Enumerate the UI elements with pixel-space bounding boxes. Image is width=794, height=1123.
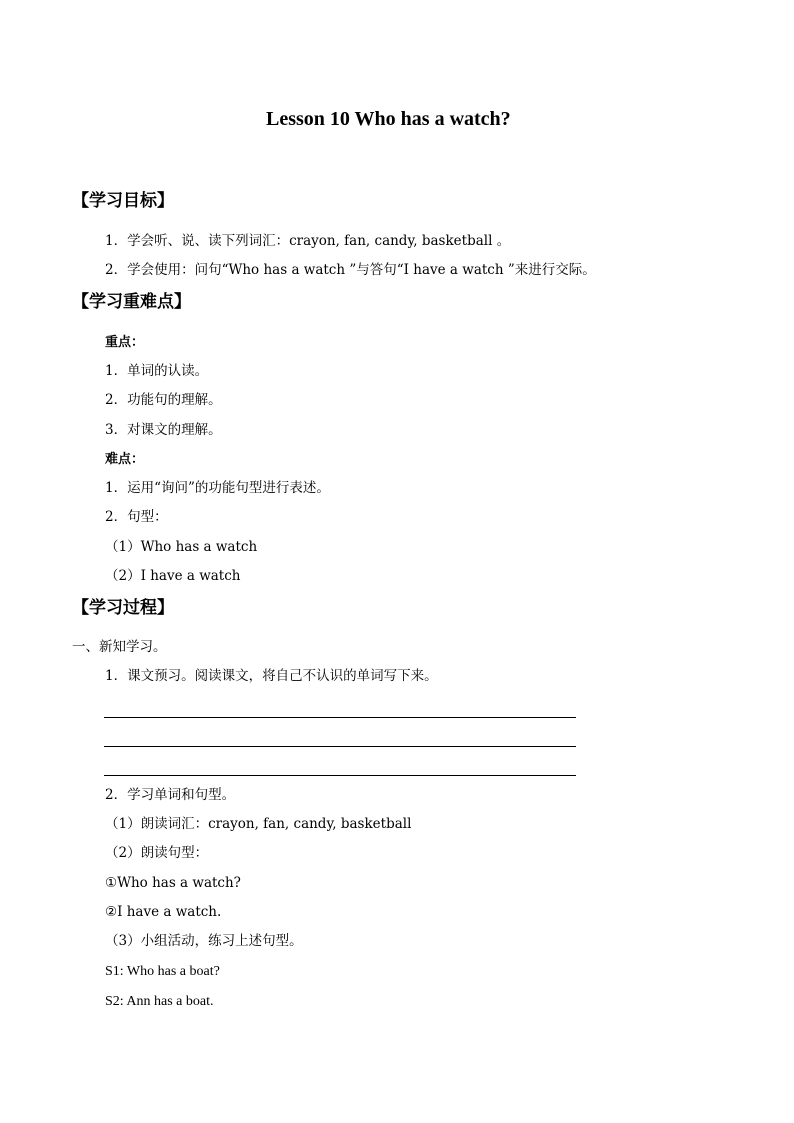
answer-line-3 <box>104 775 576 776</box>
preview-step: 1．课文预习。阅读课文，将自己不认识的单词写下来。 <box>105 668 438 684</box>
difficulty-item-2: 2．句型： <box>105 509 168 525</box>
focus-label: 重点： <box>105 335 145 350</box>
answer-line-1 <box>104 717 576 718</box>
focus-item-2: 2．功能句的理解。 <box>105 392 222 408</box>
focus-item-3: 3．对课文的理解。 <box>105 422 222 438</box>
sentence-2: ②I have a watch. <box>105 904 222 920</box>
read-words: （1）朗读词汇：crayon, fan, candy, basketball <box>105 816 412 832</box>
sentence-item-1: （1）Who has a watch <box>105 539 258 555</box>
group-activity: （3）小组活动，练习上述句型。 <box>105 933 303 949</box>
objectives-heading: 【学习目标】 <box>72 191 174 211</box>
new-learning-title: 一、新知学习。 <box>72 639 167 655</box>
page-title: Lesson 10 Who has a watch? <box>266 108 511 130</box>
dialog-line-2: S2: Ann has a boat. <box>105 994 214 1009</box>
process-heading: 【学习过程】 <box>72 598 174 618</box>
answer-line-2 <box>104 746 576 747</box>
difficulty-label: 难点： <box>105 452 145 467</box>
objective-item-1: 1．学会听、说、读下列词汇：crayon, fan, candy, basketball 。 <box>105 233 511 249</box>
study-step: 2．学习单词和句型。 <box>105 787 236 803</box>
sentence-item-2: （2）I have a watch <box>105 568 241 584</box>
dialog-line-1: S1: Who has a boat? <box>105 964 220 979</box>
objective-item-2: 2．学会使用：问句“Who has a watch ”与答句“I have a watch ”来进行交际。 <box>105 262 596 278</box>
focus-item-1: 1．单词的认读。 <box>105 363 209 379</box>
key-points-heading: 【学习重难点】 <box>72 292 191 312</box>
difficulty-item-1: 1．运用“询问”的功能句型进行表述。 <box>105 480 330 496</box>
sentence-1: ①Who has a watch? <box>105 875 241 891</box>
read-sentences: （2）朗读句型： <box>105 845 209 861</box>
